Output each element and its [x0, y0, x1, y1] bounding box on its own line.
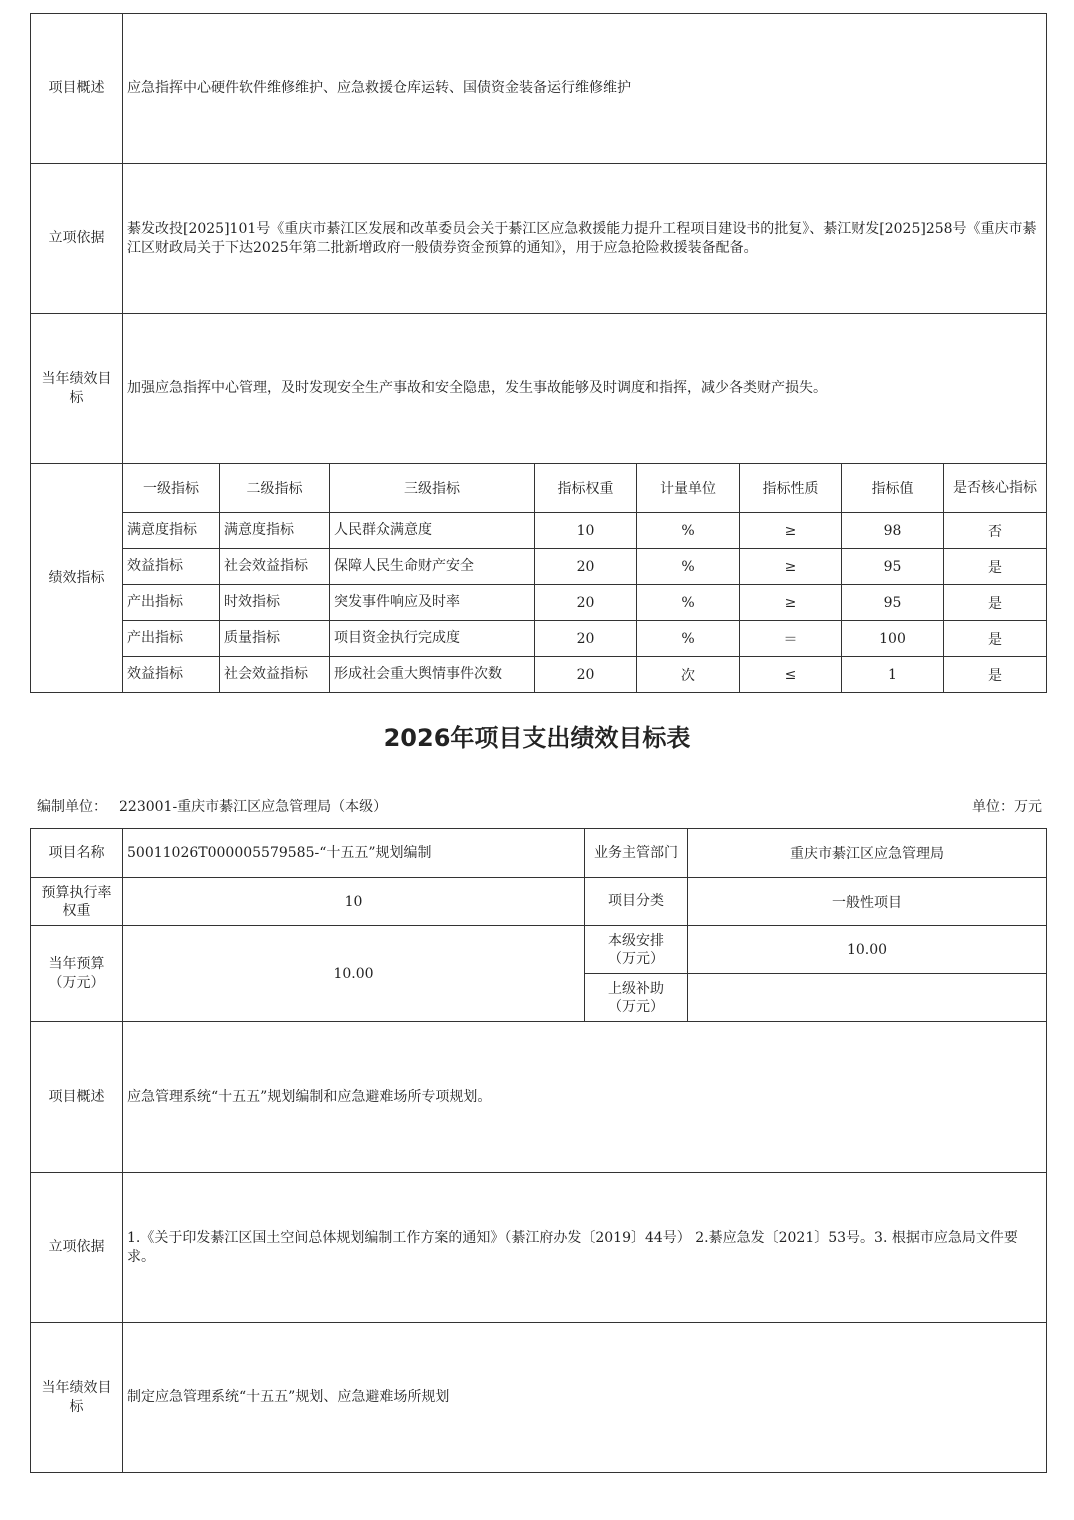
- compiling-unit-value: 223001-重庆市綦江区应急管理局（本级）: [119, 799, 388, 815]
- cell-level2: 社会效益指标: [220, 549, 330, 585]
- table-row: [31, 585, 1047, 621]
- cell-core: 是: [944, 549, 1047, 585]
- cell-level2: 质量指标: [220, 621, 330, 657]
- cell-level2: 时效指标: [220, 585, 330, 621]
- header-cell: 指标值: [842, 464, 944, 513]
- header-cell: 一级指标: [123, 464, 220, 513]
- cell-core: 是: [944, 657, 1047, 693]
- goal-label: 当年绩效目标: [31, 1323, 123, 1473]
- cell-core: 否: [944, 513, 1047, 549]
- dept-label: 业务主管部门: [585, 829, 688, 878]
- cell-level3: 人民群众满意度: [330, 513, 535, 549]
- cell-level1: 满意度指标: [123, 513, 220, 549]
- rate-label: 预算执行率权重: [31, 878, 123, 926]
- page-title: 2026年项目支出绩效目标表: [383, 724, 691, 752]
- basis-label: 立项依据: [31, 164, 123, 314]
- currency-unit: 单位：万元: [972, 799, 1042, 815]
- cell-unit: %: [637, 549, 740, 585]
- cell-core: 是: [944, 585, 1047, 621]
- upper-value: [688, 974, 1047, 1022]
- header-cell: 计量单位: [637, 464, 740, 513]
- cell-level1: 效益指标: [123, 549, 220, 585]
- cell-level3: 形成社会重大舆情事件次数: [330, 657, 535, 693]
- performance-table-2: [30, 828, 1047, 1473]
- basis-text: 綦发改投[2025]101号《重庆市綦江区发展和改革委员会关于綦江区应急救援能力提升工程项目建设书的批复》、綦江财发[2025]258号《重庆市綦江区财政局关于下达2025年第二批新增政府一般债券资金预算的通知》，用于应急抢险救援装备配备。: [123, 164, 1047, 314]
- overview-label: 项目概述: [31, 14, 123, 164]
- compiling-unit: [37, 796, 387, 816]
- rate-value: 10: [123, 878, 585, 926]
- category-value: 一般性项目: [688, 878, 1047, 926]
- header-cell: 三级指标: [330, 464, 535, 513]
- cell-unit: %: [637, 513, 740, 549]
- header-cell: 二级指标: [220, 464, 330, 513]
- goal-text: 加强应急指挥中心管理，及时发现安全生产事故和安全隐患，发生事故能够及时调度和指挥，减少各类财产损失。: [123, 314, 1047, 464]
- project-name-value: 50011026T000005579585-“十五五”规划编制: [123, 829, 585, 878]
- cell-nature: ≥: [740, 513, 842, 549]
- dept-value: 重庆市綦江区应急管理局: [688, 829, 1047, 878]
- overview-text: 应急管理系统“十五五”规划编制和应急避难场所专项规划。: [123, 1022, 1047, 1173]
- local-label: 本级安排（万元）: [585, 926, 688, 974]
- cell-nature: ＝: [740, 621, 842, 657]
- basis-label: 立项依据: [31, 1173, 123, 1323]
- cell-value: 95: [842, 549, 944, 585]
- table-row: [31, 513, 1047, 549]
- cell-level1: 产出指标: [123, 585, 220, 621]
- cell-weight: 10: [535, 513, 637, 549]
- cell-level1: 效益指标: [123, 657, 220, 693]
- header-cell: 指标权重: [535, 464, 637, 513]
- cell-nature: ≤: [740, 657, 842, 693]
- basis-text: 1.《关于印发綦江区国土空间总体规划编制工作方案的通知》（綦江府办发〔2019〕44号） 2.綦应急发〔2021〕53号。3. 根据市应急局文件要求。: [123, 1173, 1047, 1323]
- cell-weight: 20: [535, 585, 637, 621]
- cell-value: 95: [842, 585, 944, 621]
- cell-value: 100: [842, 621, 944, 657]
- table-row: [31, 657, 1047, 693]
- cell-level3: 保障人民生命财产安全: [330, 549, 535, 585]
- cell-core: 是: [944, 621, 1047, 657]
- cell-nature: ≥: [740, 549, 842, 585]
- cell-weight: 20: [535, 621, 637, 657]
- overview-text: 应急指挥中心硬件软件维修维护、应急救援仓库运转、国债资金装备运行维修维护: [123, 14, 1047, 164]
- overview-label: 项目概述: [31, 1022, 123, 1173]
- performance-table-1: [30, 13, 1047, 693]
- cell-weight: 20: [535, 549, 637, 585]
- cell-level2: 满意度指标: [220, 513, 330, 549]
- cell-level3: 突发事件响应及时率: [330, 585, 535, 621]
- goal-label: 当年绩效目标: [31, 314, 123, 464]
- indicators-label: 绩效指标: [31, 464, 123, 693]
- project-name-label: 项目名称: [31, 829, 123, 878]
- header-cell: 指标性质: [740, 464, 842, 513]
- category-label: 项目分类: [585, 878, 688, 926]
- cell-level3: 项目资金执行完成度: [330, 621, 535, 657]
- local-value: 10.00: [688, 926, 1047, 974]
- table-row: [31, 621, 1047, 657]
- upper-label: 上级补助（万元）: [585, 974, 688, 1022]
- cell-unit: %: [637, 621, 740, 657]
- compiling-unit-label: 编制单位：: [37, 799, 107, 815]
- cell-value: 98: [842, 513, 944, 549]
- header-cell: 是否核心指标: [944, 464, 1047, 513]
- cell-level2: 社会效益指标: [220, 657, 330, 693]
- cell-weight: 20: [535, 657, 637, 693]
- goal-text: 制定应急管理系统“十五五”规划、应急避难场所规划: [123, 1323, 1047, 1473]
- cell-unit: %: [637, 585, 740, 621]
- cell-unit: 次: [637, 657, 740, 693]
- cell-level1: 产出指标: [123, 621, 220, 657]
- budget-value: 10.00: [123, 926, 585, 1022]
- table-row: [31, 549, 1047, 585]
- cell-value: 1: [842, 657, 944, 693]
- budget-label: 当年预算（万元）: [31, 926, 123, 1022]
- cell-nature: ≥: [740, 585, 842, 621]
